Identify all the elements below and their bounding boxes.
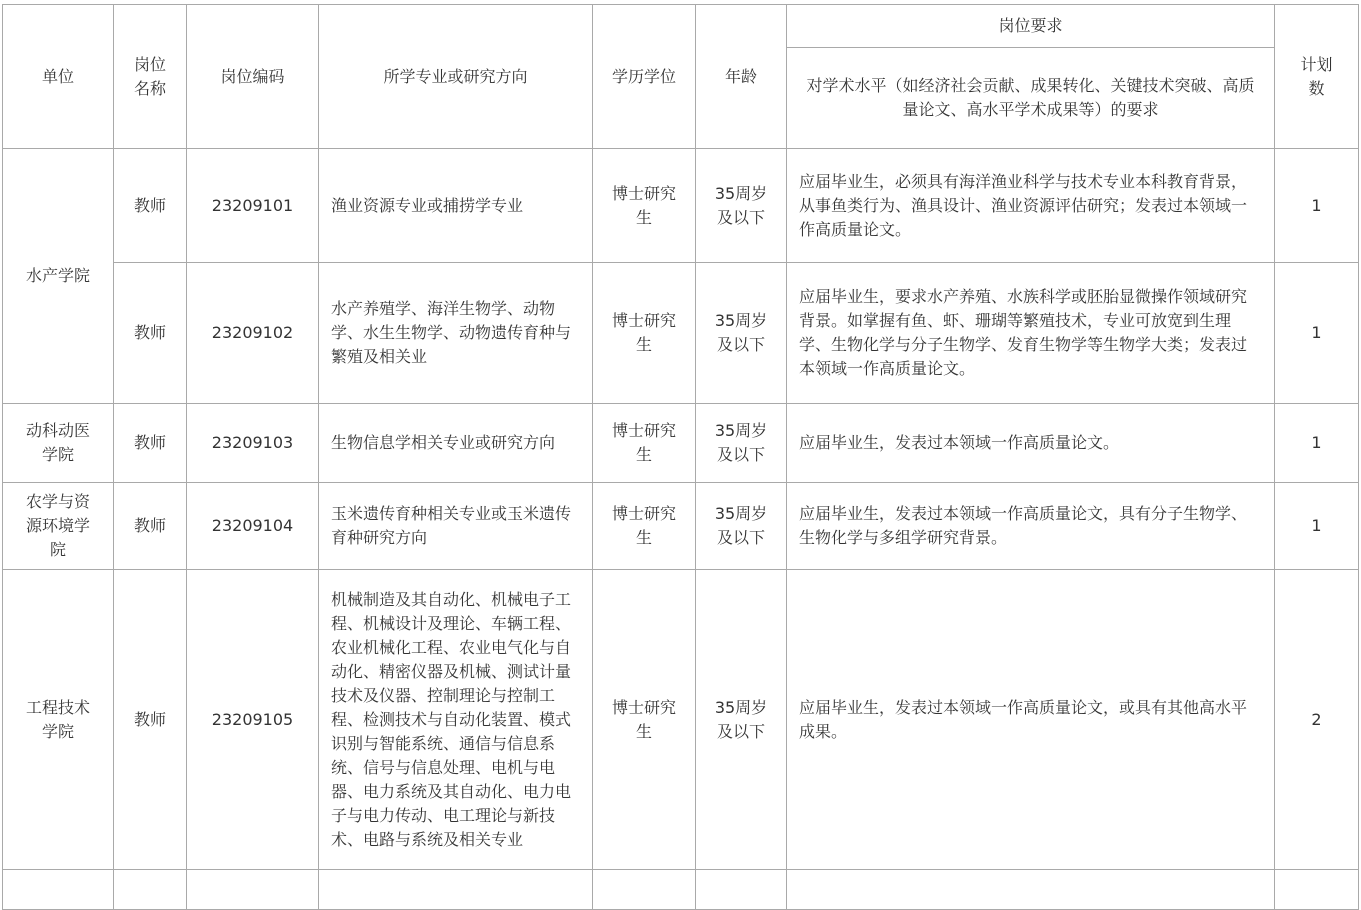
plan-cell: 2: [1275, 570, 1359, 870]
header-post-code: 岗位编码: [187, 5, 319, 149]
requirement-cell: 应届毕业生，发表过本领域一作高质量论文。: [787, 404, 1275, 483]
code-cell: 23209105: [187, 570, 319, 870]
age-cell: 35周岁及以下: [696, 404, 787, 483]
header-row: [3, 5, 1359, 48]
degree-cell: 博士研究生: [593, 570, 696, 870]
major-cell: 玉米遗传育种相关专业或玉米遗传育种研究方向: [319, 483, 593, 570]
post-cell: 教师: [114, 570, 187, 870]
header-post-name: 岗位名称: [114, 5, 187, 149]
header-requirement-group: 岗位要求: [787, 5, 1275, 48]
header-age: 年龄: [696, 5, 787, 149]
header-plan: 计划数: [1275, 5, 1359, 149]
plan-cell: 1: [1275, 263, 1359, 404]
post-cell: 教师: [114, 404, 187, 483]
unit-cell: 水产学院: [3, 149, 114, 404]
unit-cell: 工程技术学院: [3, 570, 114, 870]
post-cell: 教师: [114, 263, 187, 404]
degree-cell: 博士研究生: [593, 263, 696, 404]
unit-cell: 动科动医学院: [3, 404, 114, 483]
table-row: [3, 149, 1359, 263]
requirement-cell: 应届毕业生，必须具有海洋渔业科学与技术专业本科教育背景，从事鱼类行为、渔具设计、渔业资源评估研究；发表过本领域一作高质量论文。: [787, 149, 1275, 263]
requirement-cell: 应届毕业生，要求水产养殖、水族科学或胚胎显微操作领域研究背景。如掌握有鱼、虾、珊瑚等繁殖技术，专业可放宽到生理学、生物化学与分子生物学、发育生物学等生物学大类；发表过本领域一作高质量论文。: [787, 263, 1275, 404]
header-major: 所学专业或研究方向: [319, 5, 593, 149]
table-row-partial: [3, 870, 1359, 910]
unit-cell: 农学与资源环境学院: [3, 483, 114, 570]
table-row: [3, 570, 1359, 870]
major-cell: 生物信息学相关专业或研究方向: [319, 404, 593, 483]
table-row: [3, 483, 1359, 570]
table-row: [3, 263, 1359, 404]
table-row: [3, 404, 1359, 483]
header-unit: 单位: [3, 5, 114, 149]
code-cell: 23209103: [187, 404, 319, 483]
plan-cell: 1: [1275, 149, 1359, 263]
header-degree: 学历学位: [593, 5, 696, 149]
code-cell: 23209101: [187, 149, 319, 263]
major-cell: 渔业资源专业或捕捞学专业: [319, 149, 593, 263]
age-cell: 35周岁及以下: [696, 149, 787, 263]
header-academic-requirement: 对学术水平（如经济社会贡献、成果转化、关键技术突破、高质量论文、高水平学术成果等）的要求: [787, 48, 1275, 149]
post-cell: 教师: [114, 149, 187, 263]
requirement-cell: 应届毕业生，发表过本领域一作高质量论文，具有分子生物学、生物化学与多组学研究背景。: [787, 483, 1275, 570]
major-cell: 机械制造及其自动化、机械电子工程、机械设计及理论、车辆工程、农业机械化工程、农业电气化与自动化、精密仪器及机械、测试计量技术及仪器、控制理论与控制工程、检测技术与自动化装置、模式识别与智能系统、通信与信息系统、信号与信息处理、电机与电器、电力系统及其自动化、电力电子与电力传动、电工理论与新技术、电路与系统及相关专业: [319, 570, 593, 870]
major-cell: 水产养殖学、海洋生物学、动物学、水生生物学、动物遗传育种与繁殖及相关业: [319, 263, 593, 404]
degree-cell: 博士研究生: [593, 149, 696, 263]
post-cell: 教师: [114, 483, 187, 570]
plan-cell: 1: [1275, 404, 1359, 483]
degree-cell: 博士研究生: [593, 404, 696, 483]
age-cell: 35周岁及以下: [696, 483, 787, 570]
age-cell: 35周岁及以下: [696, 570, 787, 870]
degree-cell: 博士研究生: [593, 483, 696, 570]
age-cell: 35周岁及以下: [696, 263, 787, 404]
positions-table: [2, 4, 1359, 910]
requirement-cell: 应届毕业生，发表过本领域一作高质量论文，或具有其他高水平成果。: [787, 570, 1275, 870]
plan-cell: 1: [1275, 483, 1359, 570]
code-cell: 23209102: [187, 263, 319, 404]
code-cell: 23209104: [187, 483, 319, 570]
